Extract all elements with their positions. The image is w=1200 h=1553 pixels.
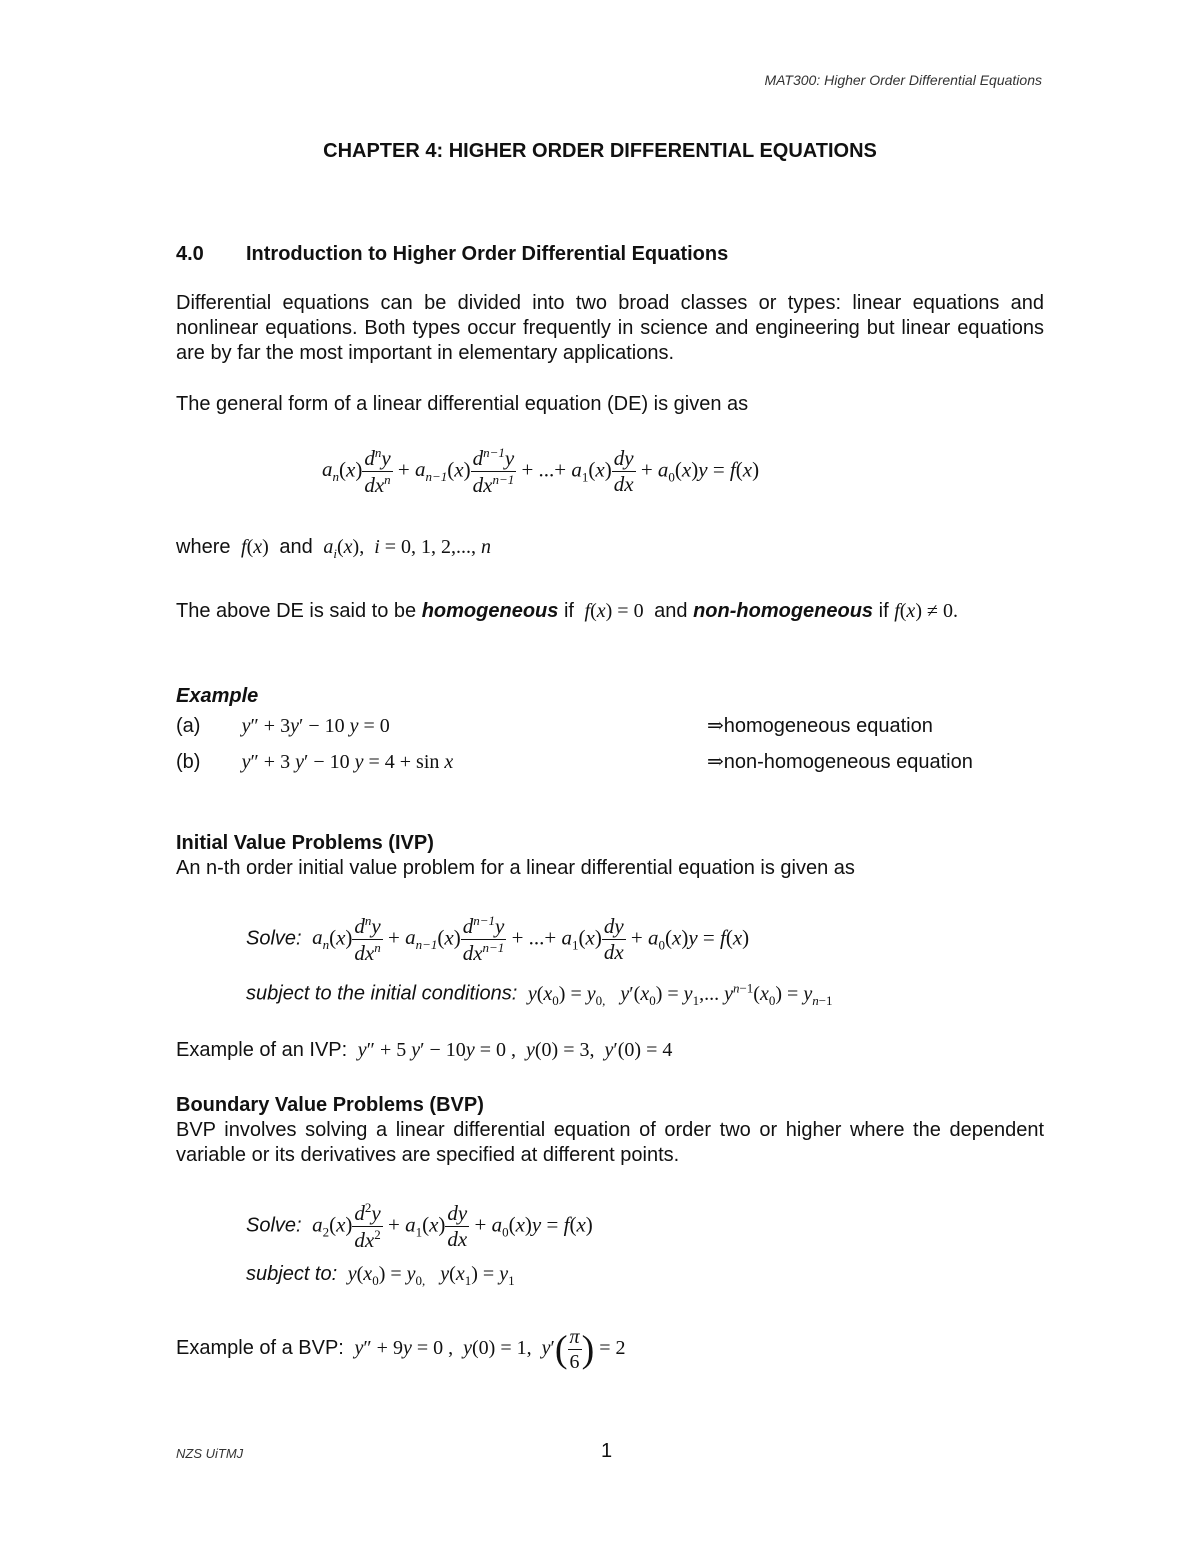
general-linear-de-equation: $a_n(x)$ $\frac{d^ny}{dx^n}$ + $a_{n-1}(x)$ $\frac{d^{n-1}y}{dx^{n-1}}$ + ...+ $a_1(x)$ $\frac{dy}{dx}$ + $a_0(x)y = f(x)$: [322, 445, 760, 497]
intro-paragraph: Differential equations can be divided into two broad classes or types: linear equations and nonlinear equations. Both types occur frequently in science and engineering but linear equations are by far the most important in elementary applications.: [176, 292, 1044, 364]
homogeneous-definition: The above DE is said to be homogeneous if f(x) = 0 and non-homogeneous if f(x) ≠ 0.: [176, 600, 958, 622]
ivp-solve-label: Solve:: [246, 927, 302, 950]
example-label: (b): [176, 751, 201, 773]
ivp-intro: An n-th order initial value problem for a linear differential equation is given as: [176, 857, 855, 879]
example-item-b: (b) y″ + 3 y′ − 10 y = 4 + sin x ⇒non-homogeneous equation: [176, 751, 973, 773]
ivp-equation: Solve: $a_n(x)$ $\frac{d^ny}{dx^n}$ + $a_{n-1}(x)$ $\frac{d^{n-1}y}{dx^{n-1}}$ + ...+ $a_1(x)$ $\frac{dy}{dx}$ + $a_0(x)y = f(x)$: [246, 913, 750, 965]
bvp-example-label: Example of a BVP:: [176, 1337, 344, 1359]
where-line: where f(x) and $a_i(x)$, i = 0, 1, 2,..., n: [176, 536, 492, 561]
ivp-heading: Initial Value Problems (IVP): [176, 832, 434, 854]
and-word: and: [279, 536, 313, 558]
where-word: where: [176, 536, 231, 558]
bvp-boundary-conditions: subject to: $y(x_0) = y_{0,}$ $y(x_1) = y_1$: [246, 1263, 515, 1288]
bvp-intro: BVP involves solving a linear differential equation of order two or higher where the dependent variable or its derivatives are specified at different points.: [176, 1119, 1044, 1166]
page-number: 1: [601, 1440, 613, 1462]
example-result: homogeneous equation: [723, 715, 933, 737]
ivp-subject-label: subject to the initial conditions:: [246, 982, 518, 1005]
section-heading: [176, 243, 728, 266]
bvp-equation: Solve: $a_2(x)$ $\frac{d^2y}{dx^2}$ + $a_1(x)$ $\frac{dy}{dx}$ + $a_0(x)y = f(x)$: [246, 1200, 593, 1252]
example-item-a: (a) y″ + 3y′ − 10 y = 0 ⇒homogeneous equation: [176, 715, 933, 737]
bvp-subject-label: subject to:: [246, 1263, 338, 1285]
ivp-initial-conditions: subject to the initial conditions: $y(x_0) = y_{0,}$ $y'(x_0) = y_1$,... $y^{n-1}(x_0) = y_{n-1}$: [246, 980, 833, 1008]
example-heading: Example: [176, 685, 259, 707]
running-header: MAT300: Higher Order Differential Equations: [764, 72, 1042, 88]
chapter-title: CHAPTER 4: HIGHER ORDER DIFFERENTIAL EQUATIONS: [323, 140, 877, 162]
section-number: 4.0: [176, 243, 204, 265]
section-title: Introduction to Higher Order Differential Equations: [246, 243, 729, 265]
homogeneous-term: homogeneous: [421, 600, 559, 622]
bvp-heading: Boundary Value Problems (BVP): [176, 1094, 484, 1116]
footer-left: NZS UiTMJ: [176, 1446, 244, 1461]
bvp-solve-label: Solve:: [246, 1214, 302, 1237]
ivp-example: Example of an IVP: y″ + 5 y′ − 10y = 0 , y(0) = 3, y′(0) = 4: [176, 1039, 673, 1061]
nonhomogeneous-term: non-homogeneous: [693, 600, 874, 622]
bvp-example: Example of a BVP: y″ + 9y = 0 , y(0) = 1, y′( $\frac{\pi}{6}$ ) = 2: [176, 1325, 626, 1373]
general-form-text: The general form of a linear differential equation (DE) is given as: [176, 393, 749, 415]
example-result: non-homogeneous equation: [723, 751, 973, 773]
example-label: (a): [176, 715, 201, 737]
ivp-example-label: Example of an IVP:: [176, 1039, 348, 1061]
